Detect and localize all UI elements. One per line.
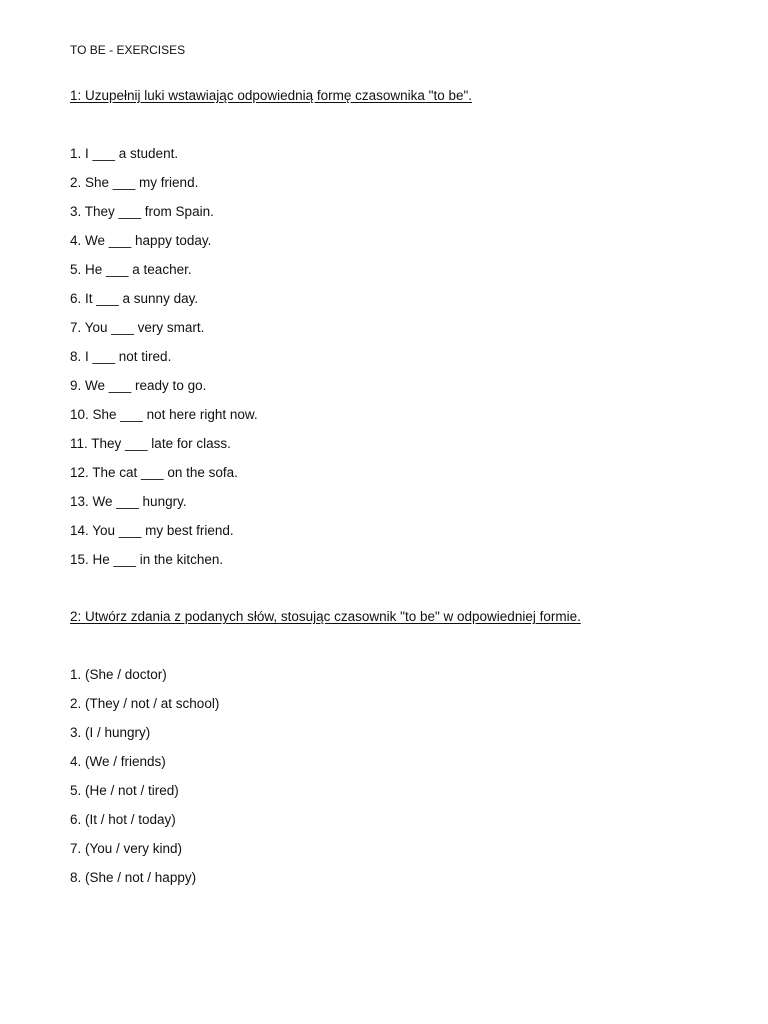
exercise-1-item: 15. He ___ in the kitchen. — [70, 552, 224, 567]
exercise-2-item: 3. (I / hungry) — [70, 725, 151, 740]
exercise-2-item: 4. (We / friends) — [70, 754, 166, 769]
exercise-1-item: 10. She ___ not here right now. — [70, 407, 258, 422]
exercise-1-item: 7. You ___ very smart. — [70, 320, 205, 335]
exercise-1-list — [70, 145, 258, 580]
exercise-1-item: 14. You ___ my best friend. — [70, 523, 234, 538]
exercise-2-list — [70, 666, 219, 898]
exercise-1-item: 9. We ___ ready to go. — [70, 378, 207, 393]
section-2-heading: 2: Utwórz zdania z podanych słów, stosując czasownik "to be" w odpowiedniej formie. — [70, 609, 581, 624]
exercise-1-item: 2. She ___ my friend. — [70, 175, 199, 190]
exercise-2-item: 2. (They / not / at school) — [70, 696, 220, 711]
section-1-heading: 1: Uzupełnij luki wstawiając odpowiednią formę czasownika "to be". — [70, 88, 473, 103]
exercise-1-item: 13. We ___ hungry. — [70, 494, 187, 509]
exercise-2-item: 7. (You / very kind) — [70, 841, 183, 856]
exercise-2-item: 1. (She / doctor) — [70, 667, 167, 682]
document-title: TO BE - EXERCISES — [70, 43, 186, 57]
exercise-1-item: 3. They ___ from Spain. — [70, 204, 214, 219]
exercise-1-item: 12. The cat ___ on the sofa. — [70, 465, 238, 480]
exercise-2-item: 8. (She / not / happy) — [70, 870, 197, 885]
exercise-1-item: 5. He ___ a teacher. — [70, 262, 192, 277]
exercise-1-item: 6. It ___ a sunny day. — [70, 291, 199, 306]
exercise-1-item: 1. I ___ a student. — [70, 146, 179, 161]
exercise-1-item: 4. We ___ happy today. — [70, 233, 212, 248]
exercise-2-item: 6. (It / hot / today) — [70, 812, 176, 827]
exercise-2-item: 5. (He / not / tired) — [70, 783, 179, 798]
exercise-1-item: 11. They ___ late for class. — [70, 436, 231, 451]
exercise-1-item: 8. I ___ not tired. — [70, 349, 172, 364]
